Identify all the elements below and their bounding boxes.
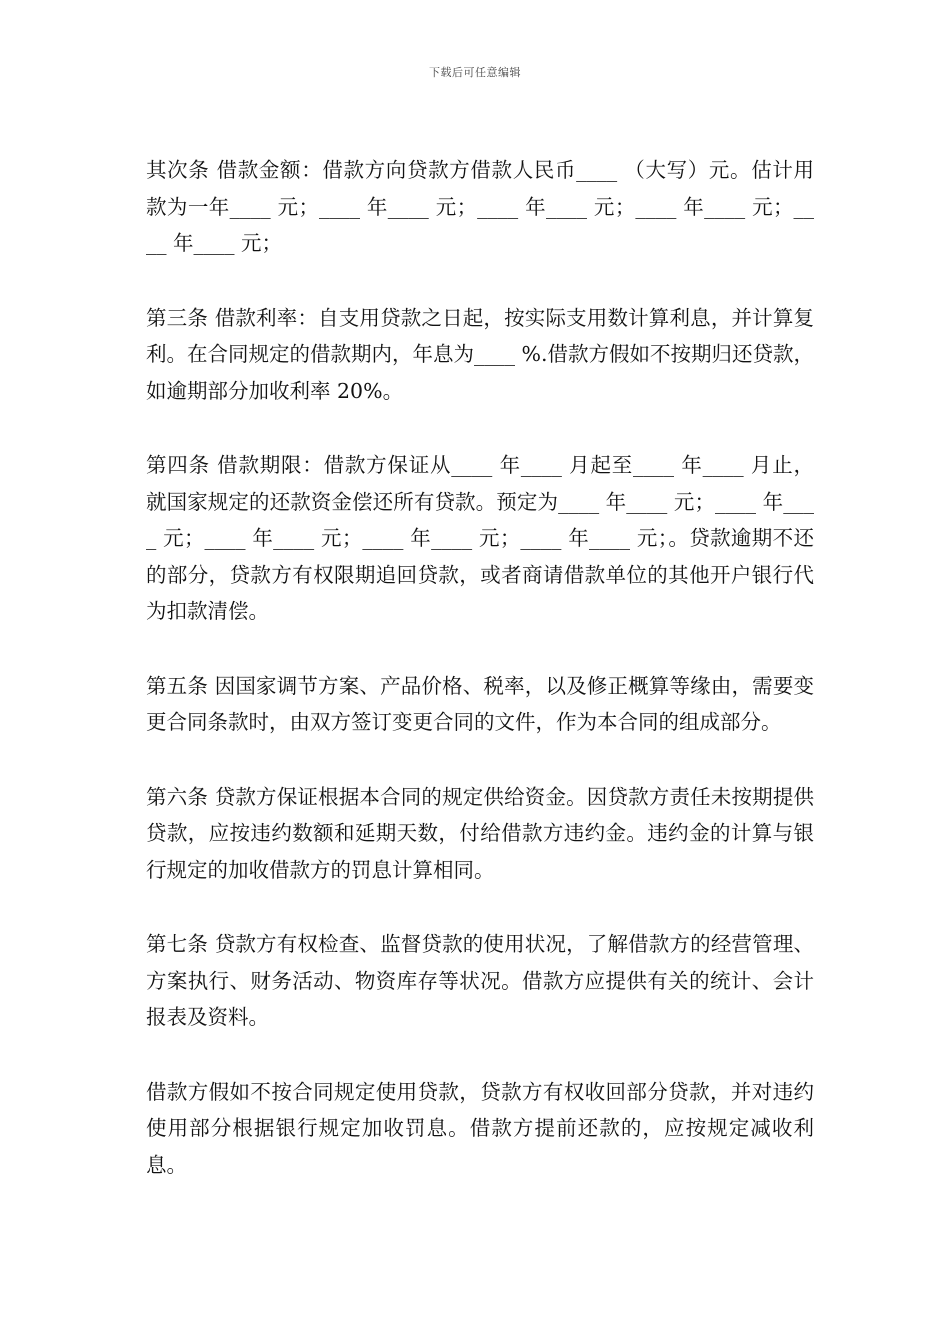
clause-6-lender-guarantee: 第六条 贷款方保证根据本合同的规定供给资金。因贷款方责任未按期提供贷款，应按违约数额和延期天数，付给借款方违约金。违约金的计算与银行规定的加收借款方的罚息计算相同。 [146,784,814,882]
clause-2-loan-amount: 其次条 借款金额：借款方向贷款方借款人民币____ （大写）元。估计用款为一年____ 元；____ 年____ 元；____ 年____ 元；____ 年____ 元；____ 年____ 元； [146,158,814,255]
clause-5-contract-change: 第五条 因国家调节方案、产品价格、税率，以及修正概算等缘由，需要变更合同条款时，由双方签订变更合同的文件，作为本合同的组成部分。 [146,673,814,734]
page-header: 下载后可任意编辑 [429,66,521,79]
clause-4-loan-term: 第四条 借款期限：借款方保证从____ 年____ 月起至____ 年____ 月止，就国家规定的还款资金偿还所有贷款。预定为____ 年____ 元；____ 年____ 元；____ 年____ 元；____ 年____ 元；____ 年____ 元；。贷款逾期不还的部分，贷款方有权限期追回贷款，或者商请借款单位的其他开户银行代为扣款清偿。 [146,453,814,623]
clause-7-lender-inspection: 第七条 贷款方有权检查、监督贷款的使用状况，了解借款方的经营管理、方案执行、财务活动、物资库存等状况。借款方应提供有关的统计、会计报表及资料。 [146,932,814,1029]
document-body [146,152,814,1221]
clause-3-interest-rate: 第三条 借款利率：自支用贷款之日起，按实际支用数计算利息，并计算复利。在合同规定的借款期内，年息为____ %.借款方假如不按期归还贷款，如逾期部分加收利率 20%。 [146,305,815,403]
clause-misuse-penalty: 借款方假如不按合同规定使用贷款，贷款方有权收回部分贷款，并对违约使用部分根据银行规定加收罚息。借款方提前还款的，应按规定减收利息。 [146,1079,814,1177]
